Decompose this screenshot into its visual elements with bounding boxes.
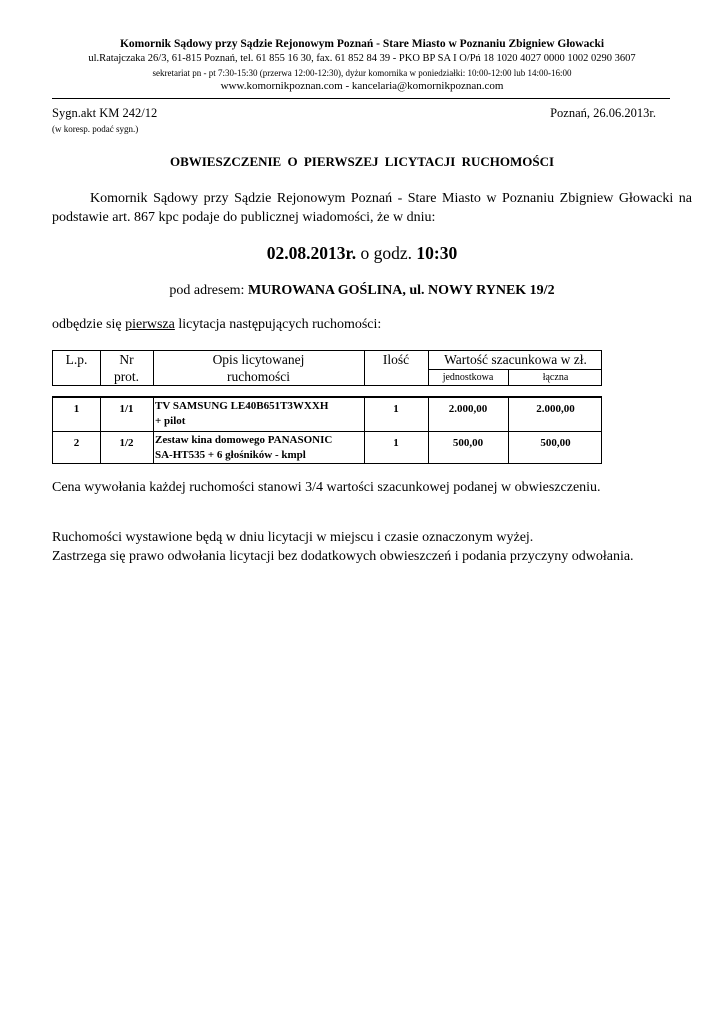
auction-time: 10:30 <box>416 243 458 263</box>
office-contact: www.komornikpoznan.com - kancelaria@komornikpoznan.com <box>220 80 504 92</box>
row2-ilosc: 1 <box>393 437 399 449</box>
header-prot: prot. <box>113 369 140 384</box>
row1-ilosc: 1 <box>393 403 399 415</box>
intro-paragraph: Komornik Sądowy przy Sądzie Rejonowym Poznań - Stare Miasto w Poznaniu Zbigniew Głowacki na podstawie art. 867 kpc podaje do publicznej wiadomości, że w dniu: <box>52 191 692 225</box>
row2-laczna: 500,00 <box>540 437 571 449</box>
reference-note: (w koresp. podać sygn.) <box>52 124 139 134</box>
header-wartosc: Wartość szacunkowa w zł. <box>444 352 587 367</box>
auction-time-prefix: o godz. <box>356 243 417 263</box>
row1-lp: 1 <box>73 403 80 415</box>
row2-jednostkowa: 500,00 <box>452 437 484 449</box>
items-intro-underlined: pierwsza <box>125 317 175 332</box>
case-reference: Sygn.akt KM 242/12 <box>52 106 158 120</box>
auction-address-line <box>0 283 724 299</box>
value-subheader-line <box>428 369 601 370</box>
document-title: OBWIESZCZENIE O PIERWSZEJ LICYTACJI RUCHOMOŚCI <box>169 154 555 169</box>
auction-datetime <box>0 243 724 264</box>
header-ilosc: Ilość <box>382 352 410 367</box>
place-date: Poznań, 26.06.2013r. <box>550 106 656 120</box>
row-divider <box>53 431 601 432</box>
row2-opis-1: Zestaw kina domowego PANASONIC <box>155 434 333 446</box>
items-table <box>52 396 602 464</box>
address-prefix: pod adresem: <box>169 283 248 298</box>
office-address: ul.Ratajczaka 26/3, 61-815 Poznań, tel. 61 855 16 30, fax. 61 852 84 39 - PKO BP SA I O/Pń 18 1020 4027 0000 1002 0290 3607 <box>88 53 636 64</box>
items-intro <box>52 317 381 333</box>
row1-jednostkowa: 2.000,00 <box>448 403 488 415</box>
office-hours: sekretariat pn - pt 7:30-15:30 (przerwa 12:00-12:30), dyżur komornika w poniedziałki: 10:00-12:00 lub 14:00-16:00 <box>152 68 572 78</box>
header-nr: Nr <box>119 352 134 367</box>
header-jednostkowa: jednostkowa <box>442 372 494 383</box>
row1-opis-2: + pilot <box>155 415 186 427</box>
row2-lp: 2 <box>73 437 80 449</box>
items-intro-before: odbędzie się <box>52 317 126 332</box>
row1-opis-1: TV SAMSUNG LE40B651T3WXXH <box>155 400 329 412</box>
price-paragraph: Cena wywołania każdej ruchomości stanowi 3/4 wartości szacunkowej podanej w obwieszczeniu. <box>52 480 601 495</box>
row1-laczna: 2.000,00 <box>536 403 575 415</box>
header-opis-2: ruchomości <box>227 369 290 384</box>
row2-nr: 1/2 <box>119 437 134 449</box>
row1-nr: 1/1 <box>119 403 134 415</box>
office-name: Komornik Sądowy przy Sądzie Rejonowym Poznań - Stare Miasto w Poznaniu Zbigniew Głowacki <box>119 38 605 50</box>
auction-date: 02.08.2013r. <box>266 243 357 263</box>
reserve-paragraph: Zastrzega się prawo odwołania licytacji bez dodatkowych obwieszczeń i podania przyczyny odwołania. <box>52 549 634 564</box>
table-header <box>52 350 602 386</box>
header-opis-1: Opis licytowanej <box>212 352 305 367</box>
row2-opis-2: SA-HT535 + 6 głośników - kmpl <box>155 449 306 461</box>
header-laczna: łączna <box>542 372 569 383</box>
header-divider <box>52 98 670 99</box>
display-paragraph: Ruchomości wystawione będą w dniu licytacji w miejscu i czasie oznaczonym wyżej. <box>52 530 534 545</box>
auction-address: MUROWANA GOŚLINA, ul. NOWY RYNEK 19/2 <box>247 283 555 298</box>
items-intro-after: licytacja następujących ruchomości: <box>174 317 382 332</box>
header-lp: L.p. <box>65 352 88 367</box>
